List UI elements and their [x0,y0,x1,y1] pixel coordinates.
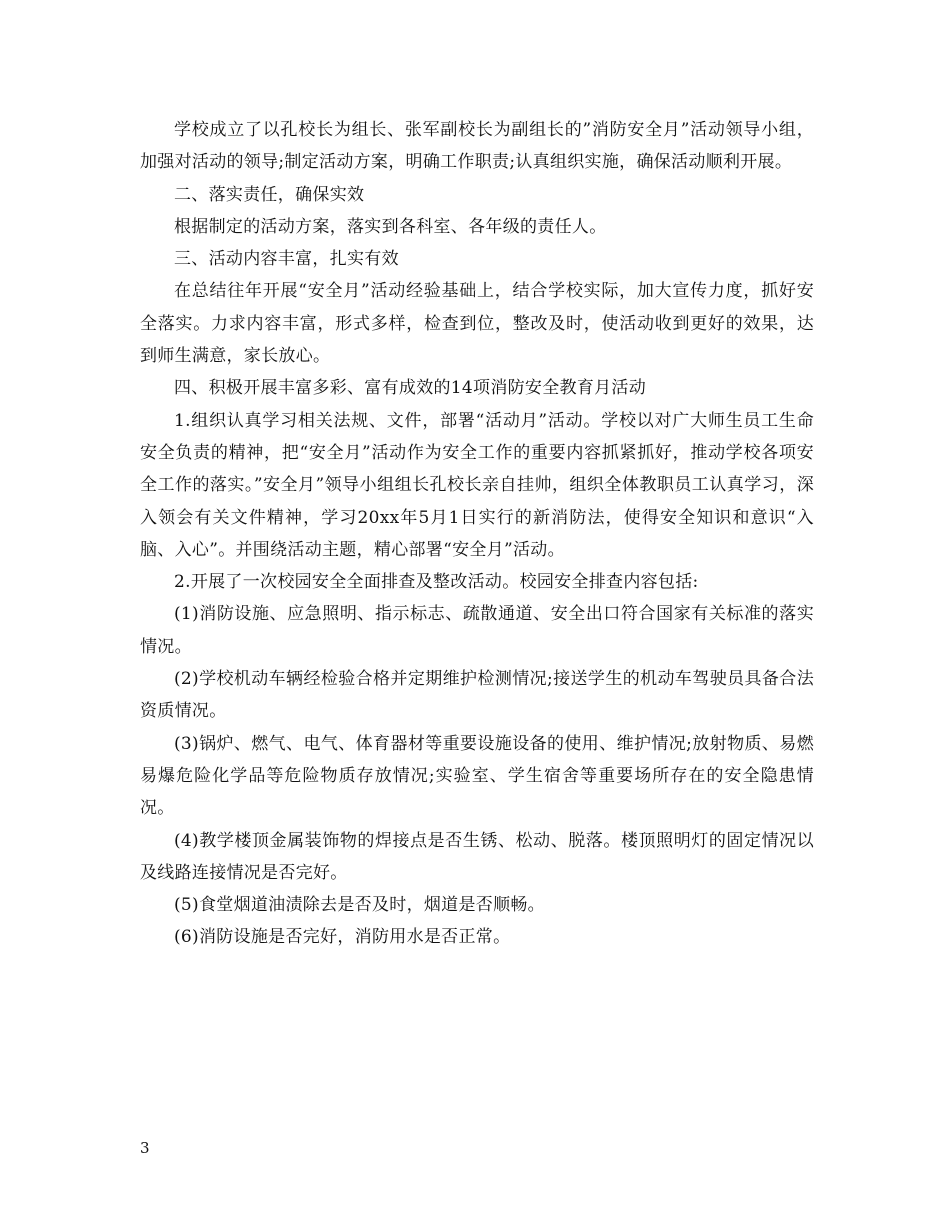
document-body [140,114,814,954]
paragraph-leadership-group: 学校成立了以孔校长为组长、张军副校长为副组长的”消防安全月”活动领导小组，加强对活动的领导;制定活动方案，明确工作职责;认真组织实施，确保活动顺利开展。 [140,120,814,173]
paragraph-item-1: 1.组织认真学习相关法规、文件，部署“活动月”活动。学校以对广大师生员工生命安全负责的精神，把“安全月”活动作为安全工作的重要内容抓紧抓好，推动学校各项安全工作的落实。”安全月”领导小组组长孔校长亲自挂帅，组织全体教职员工认真学习，深入领会有关文件精神，学习20xx年5月1日实行的新消防法，使得安全知识和意识“入脑、入心”。并围绕活动主题，精心部署“安全月”活动。 [140,410,814,560]
paragraph-subitem-1: (1)消防设施、应急照明、指示标志、疏散通道、安全出口符合国家有关标准的落实情况。 [140,604,814,657]
paragraph-subitem-2: (2)学校机动车辆经检验合格并定期维护检测情况;接送学生的机动车驾驶员具备合法资质情况。 [140,669,814,722]
paragraph-subitem-6: (6)消防设施是否完好，消防用水是否正常。 [174,927,511,948]
heading-section-two: 二、落实责任，确保实效 [174,184,365,205]
paragraph-subitem-4: (4)教学楼顶金属装饰物的焊接点是否生锈、松动、脱落。楼顶照明灯的固定情况以及线路连接情况是否完好。 [140,830,814,883]
page-number: 3 [140,1139,150,1157]
paragraph-subitem-5: (5)食堂烟道油渍除去是否及时，烟道是否顺畅。 [174,895,545,916]
paragraph-item-2: 2.开展了一次校园安全全面排查及整改活动。校园安全排查内容包括: [174,572,699,593]
paragraph-responsibility: 根据制定的活动方案，落实到各科室、各年级的责任人。 [174,216,607,237]
paragraph-activity-content: 在总结往年开展“安全月”活动经验基础上，结合学校实际，加大宣传力度，抓好安全落实。力求内容丰富，形式多样，检查到位，整改及时，使活动收到更好的效果，达到师生满意，家长放心。 [140,281,814,367]
heading-section-three: 三、活动内容丰富，扎实有效 [174,249,399,270]
heading-section-four: 四、积极开展丰富多彩、富有成效的14项消防安全教育月活动 [174,378,647,399]
paragraph-subitem-3: (3)锅炉、燃气、电气、体育器材等重要设施设备的使用、维护情况;放射物质、易燃易爆危险化学品等危险物质存放情况;实验室、学生宿舍等重要场所存在的安全隐患情况。 [140,733,814,819]
